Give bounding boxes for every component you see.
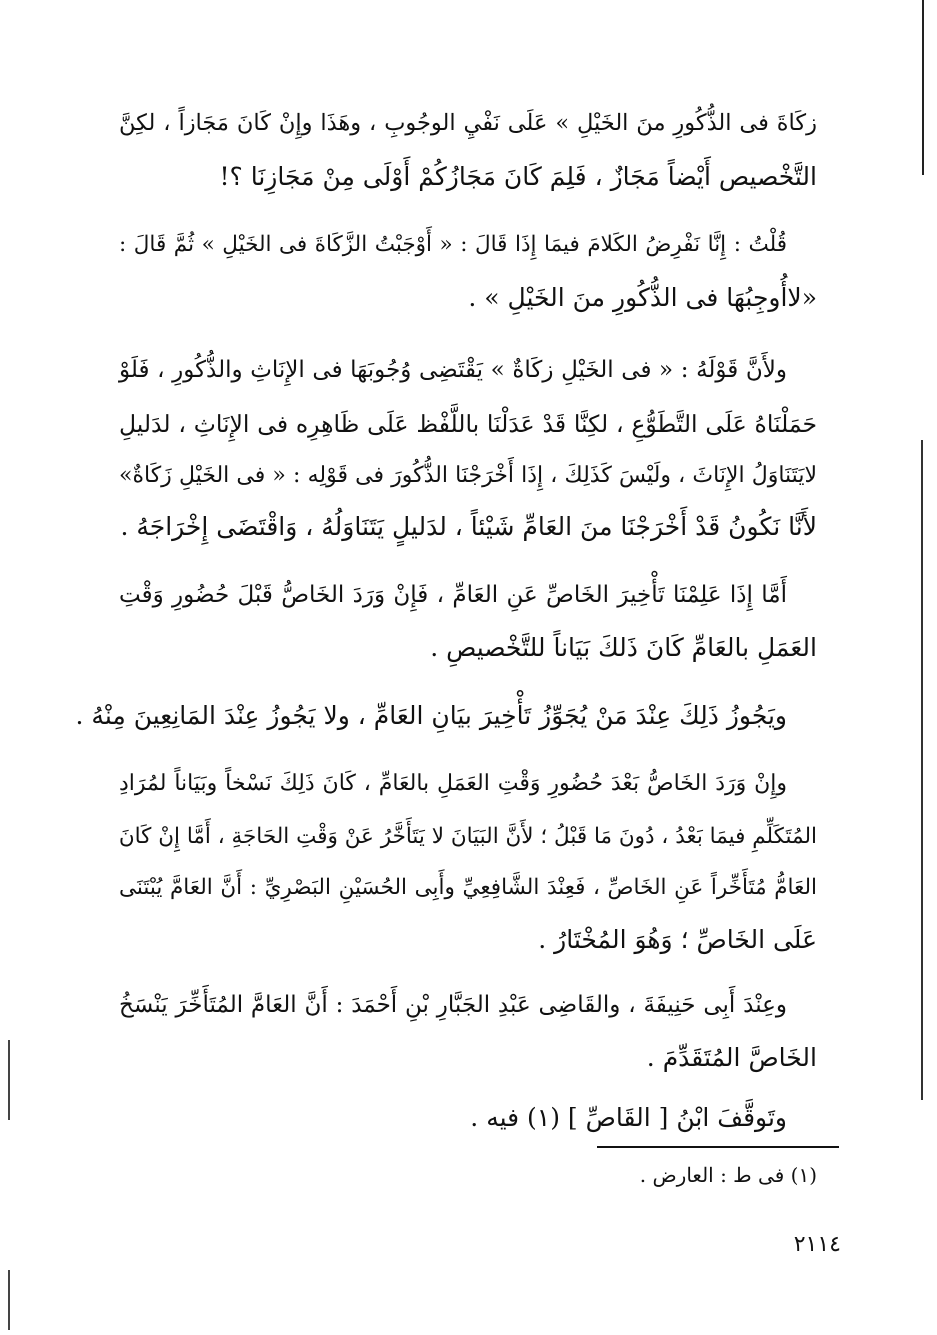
footnote: (١) فى ط : العارض .: [639, 1163, 817, 1187]
scan-edge-mark: [921, 440, 923, 1100]
scan-edge-mark: [8, 1040, 10, 1120]
text-line: عَلَى الخَاصِّ ؛ وَهُوَ المُخْتَارُ .: [538, 925, 817, 954]
text-line: العَامُّ مُتَأَخِّراً عَنِ الخَاصِّ ، فَعِنْدَ الشَّافِعِيِّ وأَبِى الحُسَيْنِ البَصْرِيِّ : أَنَّ العَامَّ يُبْتَنَى: [119, 875, 817, 900]
text-line: التَّخْصيص أَيْضاً مَجَازٌ ، فَلِمَ كَانَ مَجَازُكُمْ أَوْلَى مِنْ مَجَازِنَا ؟!: [219, 162, 817, 191]
text-line: زكَاةَ فى الذُّكُورِ منَ الخَيْلِ » عَلَى نَفْيِ الوجُوبِ ، وهَذَا وإِنْ كَانَ مَجَازاً ، لكِنَّ: [119, 110, 817, 136]
text-line: قُلْتُ : إِنَّا نَفْرِضُ الكَلامَ فيمَا إِذَا قَالَ : « أَوْجَبْتُ الزَّكَاةَ فى الخَيْلِ » ثُمَّ قَالَ :: [119, 232, 787, 257]
text-line: المُتَكَلِّمِ فيمَا بَعْدُ ، دُونَ مَا قَبْلُ ؛ لأَنَّ البَيَانَ لا يَتَأَخَّرُ عَنْ وَقْتِ الحَاجَةِ ، أَمَّا إِنْ كَانَ: [118, 824, 817, 849]
text-line: وعِنْدَ أَبِى حَنِيفَةَ ، والقَاضِى عَبْدِ الجَبَّارِ بْنِ أَحْمَدَ : أَنَّ العَامَّ المُتَأَخِّرَ يَنْسَخُ: [119, 992, 787, 1018]
scan-edge-mark: [8, 1270, 10, 1330]
text-line: وإِنْ وَرَدَ الخَاصُّ بَعْدَ حُضُورِ وَقْتِ العَمَلِ بالعَامِّ ، كَانَ ذَلِكَ نَسْخاً وبَيَاناً لمُرَادِ: [119, 771, 787, 796]
text-line: ولأَنَّ قَوْلَهُ : « فى الخَيْلِ زكَاةٌ » يَقْتَضِى وُجُوبَهَا فى الإِنَاثِ والذُّكُورِ ، فَلَوْ: [119, 357, 787, 383]
text-line: ويَجُوزُ ذَلِكَ عِنْدَ مَنْ يُجَوِّزُ تَأْخِيرَ بيَانِ العَامِّ ، ولا يَجُوزُ عِنْدَ المَانِعِينَ مِنْهُ .: [75, 701, 787, 730]
scan-edge-mark: [922, 0, 924, 175]
text-line: الخَاصَّ المُتَقَدِّمَ .: [646, 1043, 817, 1072]
footnote-divider: [597, 1146, 839, 1148]
text-line: «لاأُوجِبُهَا فى الذُّكُورِ منَ الخَيْلِ » .: [468, 283, 817, 312]
text-line: لايَتَنَاوَلُ الإِنَاثَ ، ولَيْسَ كَذَلِكَ ، إِذَا أَخْرَجْنَا الذُّكُورَ فى قَوْلِه : « فى الخَيْلِ زَكَاةٌ»: [119, 463, 817, 488]
text-line: وتَوقَّفَ ابْنُ [ القَاصِّ ] (١) فيه .: [470, 1103, 787, 1132]
text-line: حَمَلْنَاهُ عَلَى التَّطَوُّعِ ، لكِنَّا قَدْ عَدَلْنَا باللَّفْظ عَلَى ظَاهِرِه فى الإِنَاثِ ، لدَليلِ: [119, 410, 817, 438]
text-line: أَمَّا إِذَا عَلِمْنَا تَأْخِيرَ الخَاصِّ عَنِ العَامِّ ، فَإِنْ وَرَدَ الخَاصُّ قَبْلَ حُضُورِ وَقْتِ: [119, 582, 787, 608]
text-line: العَمَلِ بالعَامِّ كَانَ ذَلكَ بَيَاناً للتَّخْصيصِ .: [430, 633, 817, 662]
page-number: ٢١١٤: [793, 1232, 841, 1257]
text-line: لأَنَّا نَكُونُ قَدْ أَخْرَجْنَا منَ العَامِّ شَيْئاً ، لدَليلٍ يَتَنَاوَلُهُ ، وَاقْتَضَى إِخْرَاجَهُ .: [120, 512, 817, 541]
